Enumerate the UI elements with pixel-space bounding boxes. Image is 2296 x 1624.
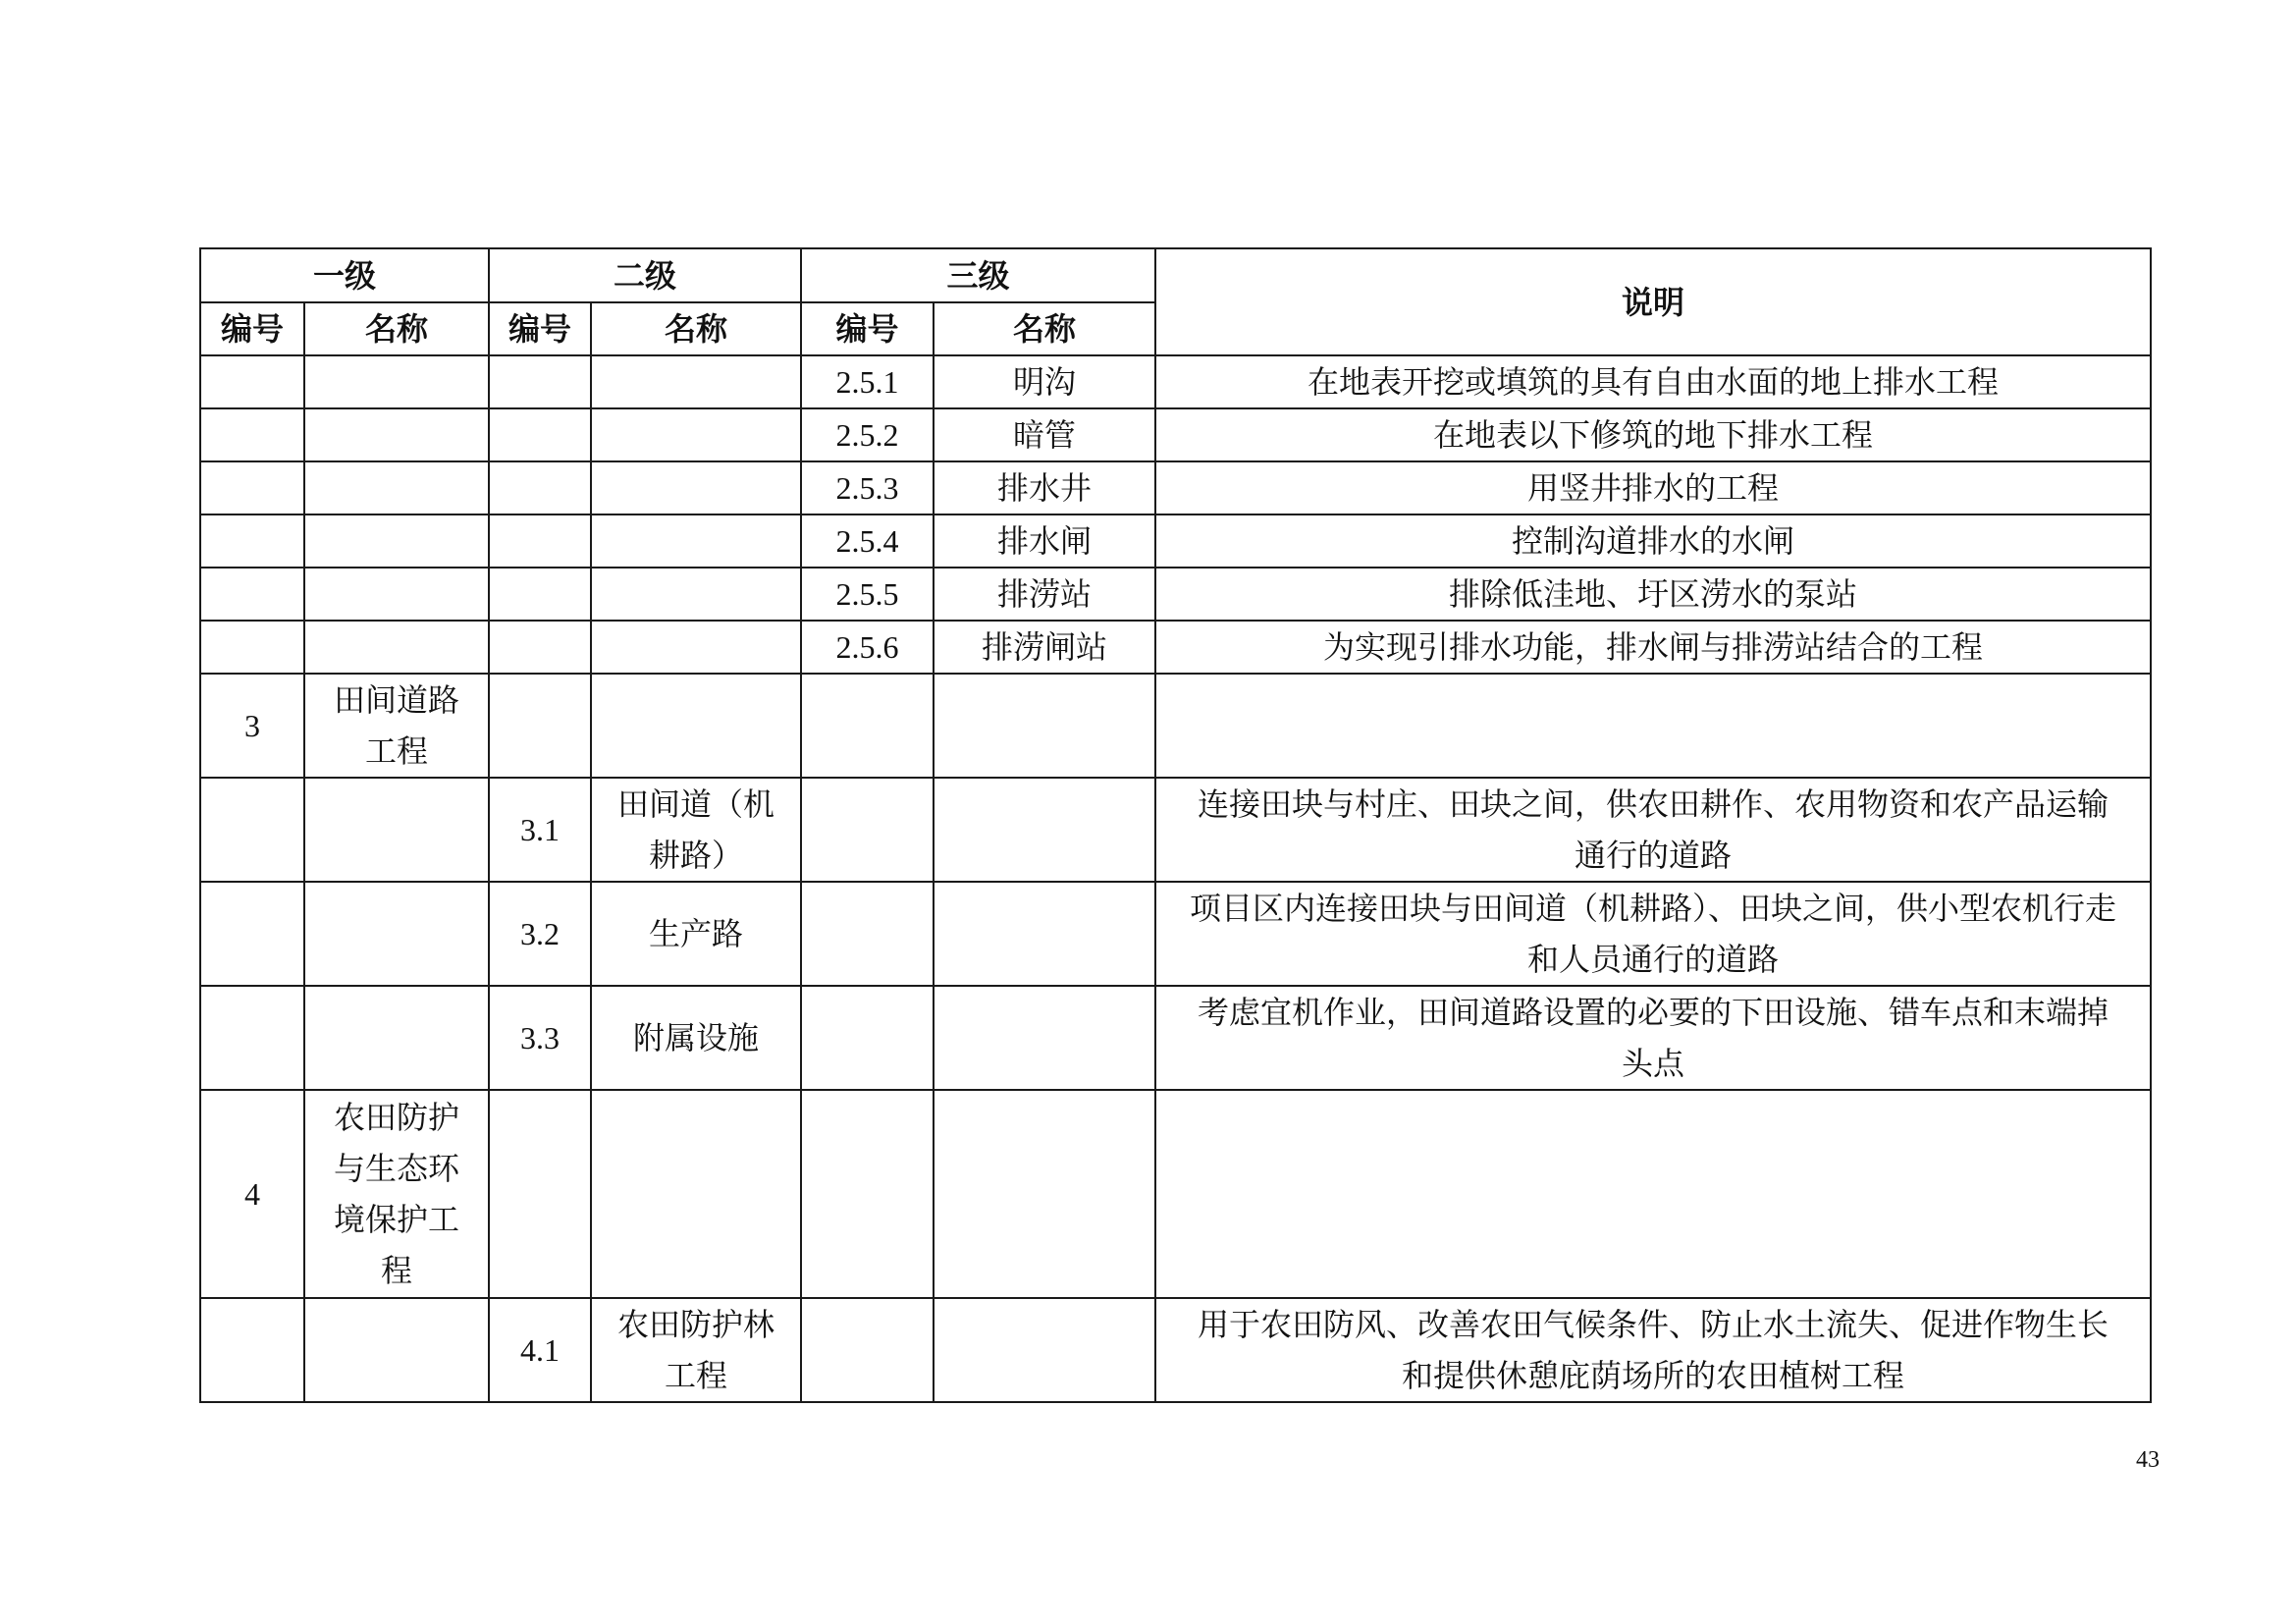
cell-line: 农田防护 (334, 1099, 460, 1136)
page-number: 43 (2136, 1447, 2160, 1473)
cell-level3-code (801, 882, 934, 986)
cell-level3-code: 2.5.1 (801, 355, 934, 408)
cell-level1-code (200, 1298, 304, 1402)
header-level1: 一级 (200, 248, 489, 302)
cell-level3-code: 2.5.3 (801, 461, 934, 514)
cell-description (1155, 778, 2151, 882)
cell-level2-name (591, 461, 801, 514)
cell-level2-code (489, 1090, 591, 1298)
cell-line: 田间道（机 (617, 785, 775, 823)
cell-level3-name (934, 1090, 1155, 1298)
cell-level2-name (591, 1298, 801, 1402)
cell-level3-name: 明沟 (934, 355, 1155, 408)
table-row (200, 674, 2151, 778)
cell-line: 考虑宜机作业，田间道路设置的必要的下田设施、错车点和末端掉 (1198, 994, 2109, 1031)
cell-line: 通行的道路 (1575, 837, 1733, 874)
header-level1-code: 编号 (200, 302, 304, 355)
cell-line: 工程 (665, 1357, 728, 1394)
cell-level2-name (591, 1090, 801, 1298)
table-body (200, 355, 2151, 1402)
cell-level1-code (200, 621, 304, 674)
cell-level2-name (591, 621, 801, 674)
cell-line: 头点 (1622, 1045, 1685, 1082)
table-row (200, 778, 2151, 882)
header-level3: 三级 (801, 248, 1155, 302)
cell-line: 连接田块与村庄、田块之间，供农田耕作、农用物资和农产品运输 (1198, 785, 2109, 823)
cell-level1-name (304, 778, 489, 882)
table-row (200, 1298, 2151, 1402)
cell-level3-name (934, 986, 1155, 1090)
cell-level3-name: 排水闸 (934, 514, 1155, 568)
cell-line: 工程 (365, 732, 429, 770)
cell-level3-code: 2.5.5 (801, 568, 934, 621)
cell-description (1155, 986, 2151, 1090)
cell-level1-name (304, 568, 489, 621)
cell-level1-name (304, 461, 489, 514)
cell-level3-code: 2.5.2 (801, 408, 934, 461)
cell-level1-name (304, 882, 489, 986)
cell-description: 控制沟道排水的水闸 (1155, 514, 2151, 568)
cell-description: 排除低洼地、圩区涝水的泵站 (1155, 568, 2151, 621)
cell-level3-name: 排水井 (934, 461, 1155, 514)
cell-level1-code (200, 408, 304, 461)
cell-description: 用竖井排水的工程 (1155, 461, 2151, 514)
cell-level1-name (304, 408, 489, 461)
cell-level2-name (591, 355, 801, 408)
cell-level2-code: 3.1 (489, 778, 591, 882)
table-row (200, 408, 2151, 461)
cell-level2-name (591, 674, 801, 778)
table-row (200, 355, 2151, 408)
cell-level2-code (489, 568, 591, 621)
cell-level3-name: 排涝闸站 (934, 621, 1155, 674)
cell-description: 为实现引排水功能，排水闸与排涝站结合的工程 (1155, 621, 2151, 674)
cell-description: 在地表开挖或填筑的具有自由水面的地上排水工程 (1155, 355, 2151, 408)
cell-level2-code (489, 674, 591, 778)
cell-level1-code (200, 568, 304, 621)
cell-level1-name (304, 1090, 489, 1298)
cell-level1-code (200, 355, 304, 408)
table-header (200, 248, 2151, 355)
cell-level3-code (801, 1090, 934, 1298)
cell-level3-name (934, 1298, 1155, 1402)
cell-level1-code (200, 461, 304, 514)
cell-line: 程 (381, 1252, 413, 1289)
cell-description: 在地表以下修筑的地下排水工程 (1155, 408, 2151, 461)
table-row (200, 882, 2151, 986)
cell-level2-code (489, 621, 591, 674)
cell-level2-name (591, 408, 801, 461)
cell-level3-code (801, 778, 934, 882)
header-level3-code: 编号 (801, 302, 934, 355)
table-row (200, 568, 2151, 621)
table-row (200, 461, 2151, 514)
cell-level2-name: 生产路 (591, 882, 801, 986)
cell-level3-name: 排涝站 (934, 568, 1155, 621)
cell-level1-code: 3 (200, 674, 304, 778)
cell-level2-name: 附属设施 (591, 986, 801, 1090)
cell-description (1155, 882, 2151, 986)
cell-level1-code (200, 778, 304, 882)
header-level3-name: 名称 (934, 302, 1155, 355)
cell-description (1155, 1090, 2151, 1298)
header-level2-name: 名称 (591, 302, 801, 355)
cell-line: 和提供休憩庇荫场所的农田植树工程 (1402, 1357, 1905, 1394)
cell-level3-code (801, 674, 934, 778)
cell-level3-name (934, 674, 1155, 778)
cell-level2-code: 4.1 (489, 1298, 591, 1402)
cell-level1-name (304, 674, 489, 778)
cell-level3-code: 2.5.4 (801, 514, 934, 568)
cell-description (1155, 1298, 2151, 1402)
cell-level1-name (304, 1298, 489, 1402)
cell-level2-code (489, 514, 591, 568)
cell-level3-name (934, 778, 1155, 882)
header-level2: 二级 (489, 248, 801, 302)
cell-level1-name (304, 514, 489, 568)
cell-description (1155, 674, 2151, 778)
cell-line: 境保护工 (334, 1201, 460, 1238)
cell-level1-name (304, 355, 489, 408)
cell-level2-code (489, 461, 591, 514)
cell-level3-code (801, 986, 934, 1090)
cell-line: 农田防护林 (617, 1306, 775, 1343)
cell-level3-name (934, 882, 1155, 986)
cell-line: 与生态环 (334, 1150, 460, 1187)
cell-level1-code: 4 (200, 1090, 304, 1298)
cell-line: 耕路） (649, 837, 744, 874)
cell-level3-name: 暗管 (934, 408, 1155, 461)
cell-level1-name (304, 621, 489, 674)
cell-level3-code (801, 1298, 934, 1402)
table-row (200, 621, 2151, 674)
table-row (200, 1090, 2151, 1298)
cell-level2-code (489, 355, 591, 408)
cell-level2-name (591, 514, 801, 568)
cell-line: 田间道路 (334, 681, 460, 719)
cell-level2-name (591, 568, 801, 621)
header-level1-name: 名称 (304, 302, 489, 355)
cell-level2-code: 3.2 (489, 882, 591, 986)
cell-level2-code (489, 408, 591, 461)
classification-table (199, 247, 2152, 1403)
cell-level1-code (200, 514, 304, 568)
cell-line: 和人员通行的道路 (1527, 941, 1780, 978)
cell-level3-code: 2.5.6 (801, 621, 934, 674)
header-level2-code: 编号 (489, 302, 591, 355)
cell-level1-code (200, 986, 304, 1090)
cell-level1-code (200, 882, 304, 986)
table-row (200, 514, 2151, 568)
cell-level1-name (304, 986, 489, 1090)
header-description: 说明 (1155, 248, 2151, 355)
table-row (200, 986, 2151, 1090)
cell-line: 项目区内连接田块与田间道（机耕路）、田块之间，供小型农机行走 (1190, 890, 2117, 927)
header-row-levels (200, 248, 2151, 302)
cell-level2-code: 3.3 (489, 986, 591, 1090)
cell-line: 用于农田防风、改善农田气候条件、防止水土流失、促进作物生长 (1198, 1306, 2109, 1343)
cell-level2-name (591, 778, 801, 882)
